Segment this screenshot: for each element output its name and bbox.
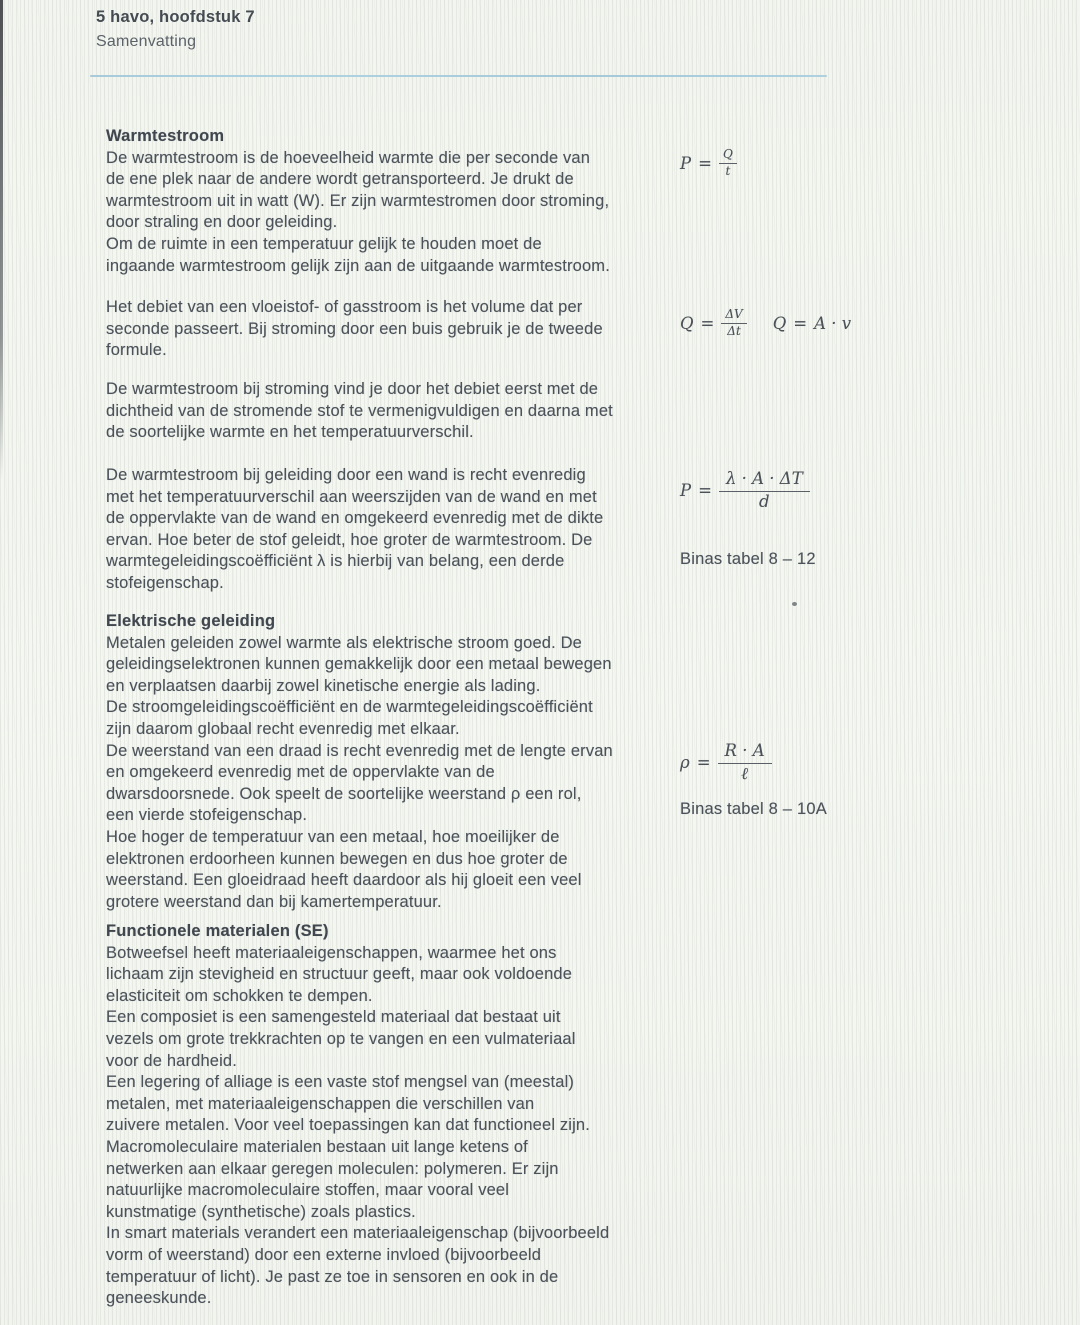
equals-sign: = — [696, 753, 711, 773]
paragraph — [106, 633, 706, 914]
text-line: vezels om grote trekkrachten op te vangen en een vulmateriaal — [106, 1029, 576, 1048]
text-line: netwerken aan elkaar geregen moleculen: polymeren. Er zijn — [106, 1159, 559, 1178]
section-heading: Functionele materialen (SE) — [106, 922, 329, 940]
text-line: In smart materials verandert een materiaaleigenschap (bijvoorbeeld — [106, 1224, 610, 1243]
text-line: lichaam zijn stevigheid en structuur geeft, maar ook voldoende — [106, 965, 573, 984]
text-line: temperatuur of licht). Je past ze toe in sensoren en ook in de — [106, 1267, 559, 1286]
page-subtitle: Samenvatting — [96, 33, 197, 50]
equals-sign: = — [793, 313, 808, 333]
header — [96, 8, 255, 51]
text-line: geleidingselektronen kunnen gemakkelijk door een metaal bewegen — [106, 655, 612, 674]
text-line: Hoe hoger de temperatuur van een metaal, hoe moeilijker de — [106, 827, 560, 846]
page-title: 5 havo, hoofdstuk 7 — [96, 8, 255, 26]
scan-speck — [792, 602, 797, 606]
text-line: Het debiet van een vloeistof- of gasstroom is het volume dat per — [106, 298, 583, 316]
formula-lhs: Q — [680, 313, 694, 333]
fraction: $\frac{\Delta V}{\Delta t}$ — [721, 308, 746, 339]
text-line: seconde passeert. Bij stroming door een buis gebruik je de tweede — [106, 319, 603, 338]
text-line: warmtegeleidingscoëfficiënt λ is hierbij van belang, een derde — [106, 552, 565, 571]
text-line: De warmtestroom is de hoeveelheid warmte die per seconde van — [106, 148, 591, 167]
text-line: vorm of weerstand) door een externe invloed (bijvoorbeeld — [106, 1245, 542, 1264]
paragraph — [106, 465, 706, 595]
text-line: De weerstand van een draad is recht evenredig met de lengte ervan — [106, 741, 613, 760]
paragraph — [106, 297, 706, 362]
text-line: met het temperatuurverschil aan weerszijden van de wand en met — [106, 487, 597, 506]
text-line: Botweefsel heeft materiaaleigenschappen, waarmee het ons — [106, 943, 557, 962]
binas-reference-2: Binas tabel 8 – 10A — [680, 800, 827, 818]
text-line: formule. — [106, 341, 167, 360]
text-line: Metalen geleiden zowel warmte als elektrische stroom goed. De — [106, 633, 582, 652]
section-elektrische-geleiding — [106, 611, 706, 913]
text-line: zijn daarom globaal recht evenredig met elkaar. — [106, 719, 460, 738]
text-line: metalen, met materiaaleigenschappen die verschillen van — [106, 1094, 535, 1113]
fraction: $\frac{\lambda \cdot A \cdot \Delta T}{d}$ — [719, 470, 810, 512]
text-line: grotere weerstand dan bij kamertemperatuur. — [106, 892, 442, 911]
text-line: en verplaatsen daarbij zowel kinetische energie als lading. — [106, 676, 541, 695]
text-line: De warmtestroom bij stroming vind je door het debiet eerst met de — [106, 380, 599, 398]
paragraph — [106, 379, 706, 444]
text-line: Een legering of alliage is een vaste stof mengsel van (meestal) — [106, 1073, 575, 1092]
text-line: ingaande warmtestroom gelijk zijn aan de uitgaande warmtestroom. — [106, 256, 610, 275]
section-heading: Warmtestroom — [106, 127, 225, 145]
paragraph — [106, 943, 706, 1310]
text-line: zuivere metalen. Voor veel toepassingen kan dat functioneel zijn. — [106, 1116, 590, 1135]
equals-sign: = — [698, 153, 712, 173]
text-line: De warmtestroom bij geleiding door een wand is recht evenredig — [106, 466, 586, 484]
text-line: geneeskunde. — [106, 1289, 212, 1308]
formula-warmtestroom — [680, 148, 737, 179]
formula-debiet — [680, 308, 851, 339]
paragraph — [106, 148, 706, 278]
text-line: door straling en door geleiding. — [106, 213, 338, 232]
formula-lhs: P — [680, 153, 692, 173]
divider-line — [90, 75, 827, 77]
section-heading: Elektrische geleiding — [106, 612, 276, 630]
section-functionele-materialen — [106, 921, 706, 1310]
text-line: De stroomgeleidingscoëfficiënt en de warmtegeleidingscoëfficiënt — [106, 698, 593, 717]
text-line: elasticiteit om schokken te dempen. — [106, 986, 373, 1005]
text-line: ervan. Hoe beter de stof geleidt, hoe groter de warmtestroom. De — [106, 530, 593, 549]
formula-rhs: A · v — [814, 313, 852, 333]
text-line: Een composiet is een samengesteld materiaal dat bestaat uit — [106, 1008, 561, 1027]
text-line: de oppervlakte van de wand en omgekeerd evenredig met de dikte — [106, 509, 604, 528]
formula-geleiding — [680, 470, 810, 512]
text-line: de soortelijke warmte en het temperatuurverschil. — [106, 423, 474, 442]
text-line: natuurlijke macromoleculaire stoffen, maar vooral veel — [106, 1181, 510, 1200]
text-line: Macromoleculaire materialen bestaan uit lange ketens of — [106, 1137, 528, 1156]
binas-reference-1: Binas tabel 8 – 12 — [680, 550, 816, 568]
text-line: stofeigenschap. — [106, 573, 224, 592]
text-line: dichtheid van de stromende stof te vermenigvuldigen en daarna met — [106, 401, 613, 420]
text-line: voor de hardheid. — [106, 1051, 237, 1070]
text-line: en omgekeerd evenredig met de oppervlakte van de — [106, 763, 495, 782]
formula-lhs: Q — [772, 313, 787, 333]
text-line: Om de ruimte in een temperatuur gelijk te houden moet de — [106, 234, 542, 253]
equals-sign: = — [700, 313, 715, 333]
equals-sign: = — [698, 481, 712, 501]
text-line: dwarsdoorsnede. Ook speelt de soortelijke weerstand ρ een rol, — [106, 784, 582, 803]
fraction: $\frac{Q}{t}$ — [719, 148, 737, 179]
formula-soortelijke-weerstand — [680, 742, 772, 784]
formula-lhs: P — [680, 481, 692, 501]
text-line: de ene plek naar de andere wordt getransporteerd. Je drukt de — [106, 170, 574, 189]
text-line: elektronen erdoorheen kunnen bewegen en dus hoe groter de — [106, 849, 568, 868]
text-line: warmtestroom uit in watt (W). Er zijn warmtestromen door stroming, — [106, 191, 610, 210]
section-warmtestroom — [106, 126, 706, 277]
scan-edge-shadow — [0, 0, 3, 480]
text-line: kunstmatige (synthetische) zoals plastics. — [106, 1202, 416, 1221]
text-line: een vierde stofeigenschap. — [106, 806, 308, 825]
formula-lhs: ρ — [680, 753, 690, 773]
text-line: weerstand. Een gloeidraad heeft daardoor als hij gloeit een veel — [106, 871, 582, 890]
fraction: $\frac{R \cdot A}{\text{ℓ}}$ — [718, 742, 772, 784]
